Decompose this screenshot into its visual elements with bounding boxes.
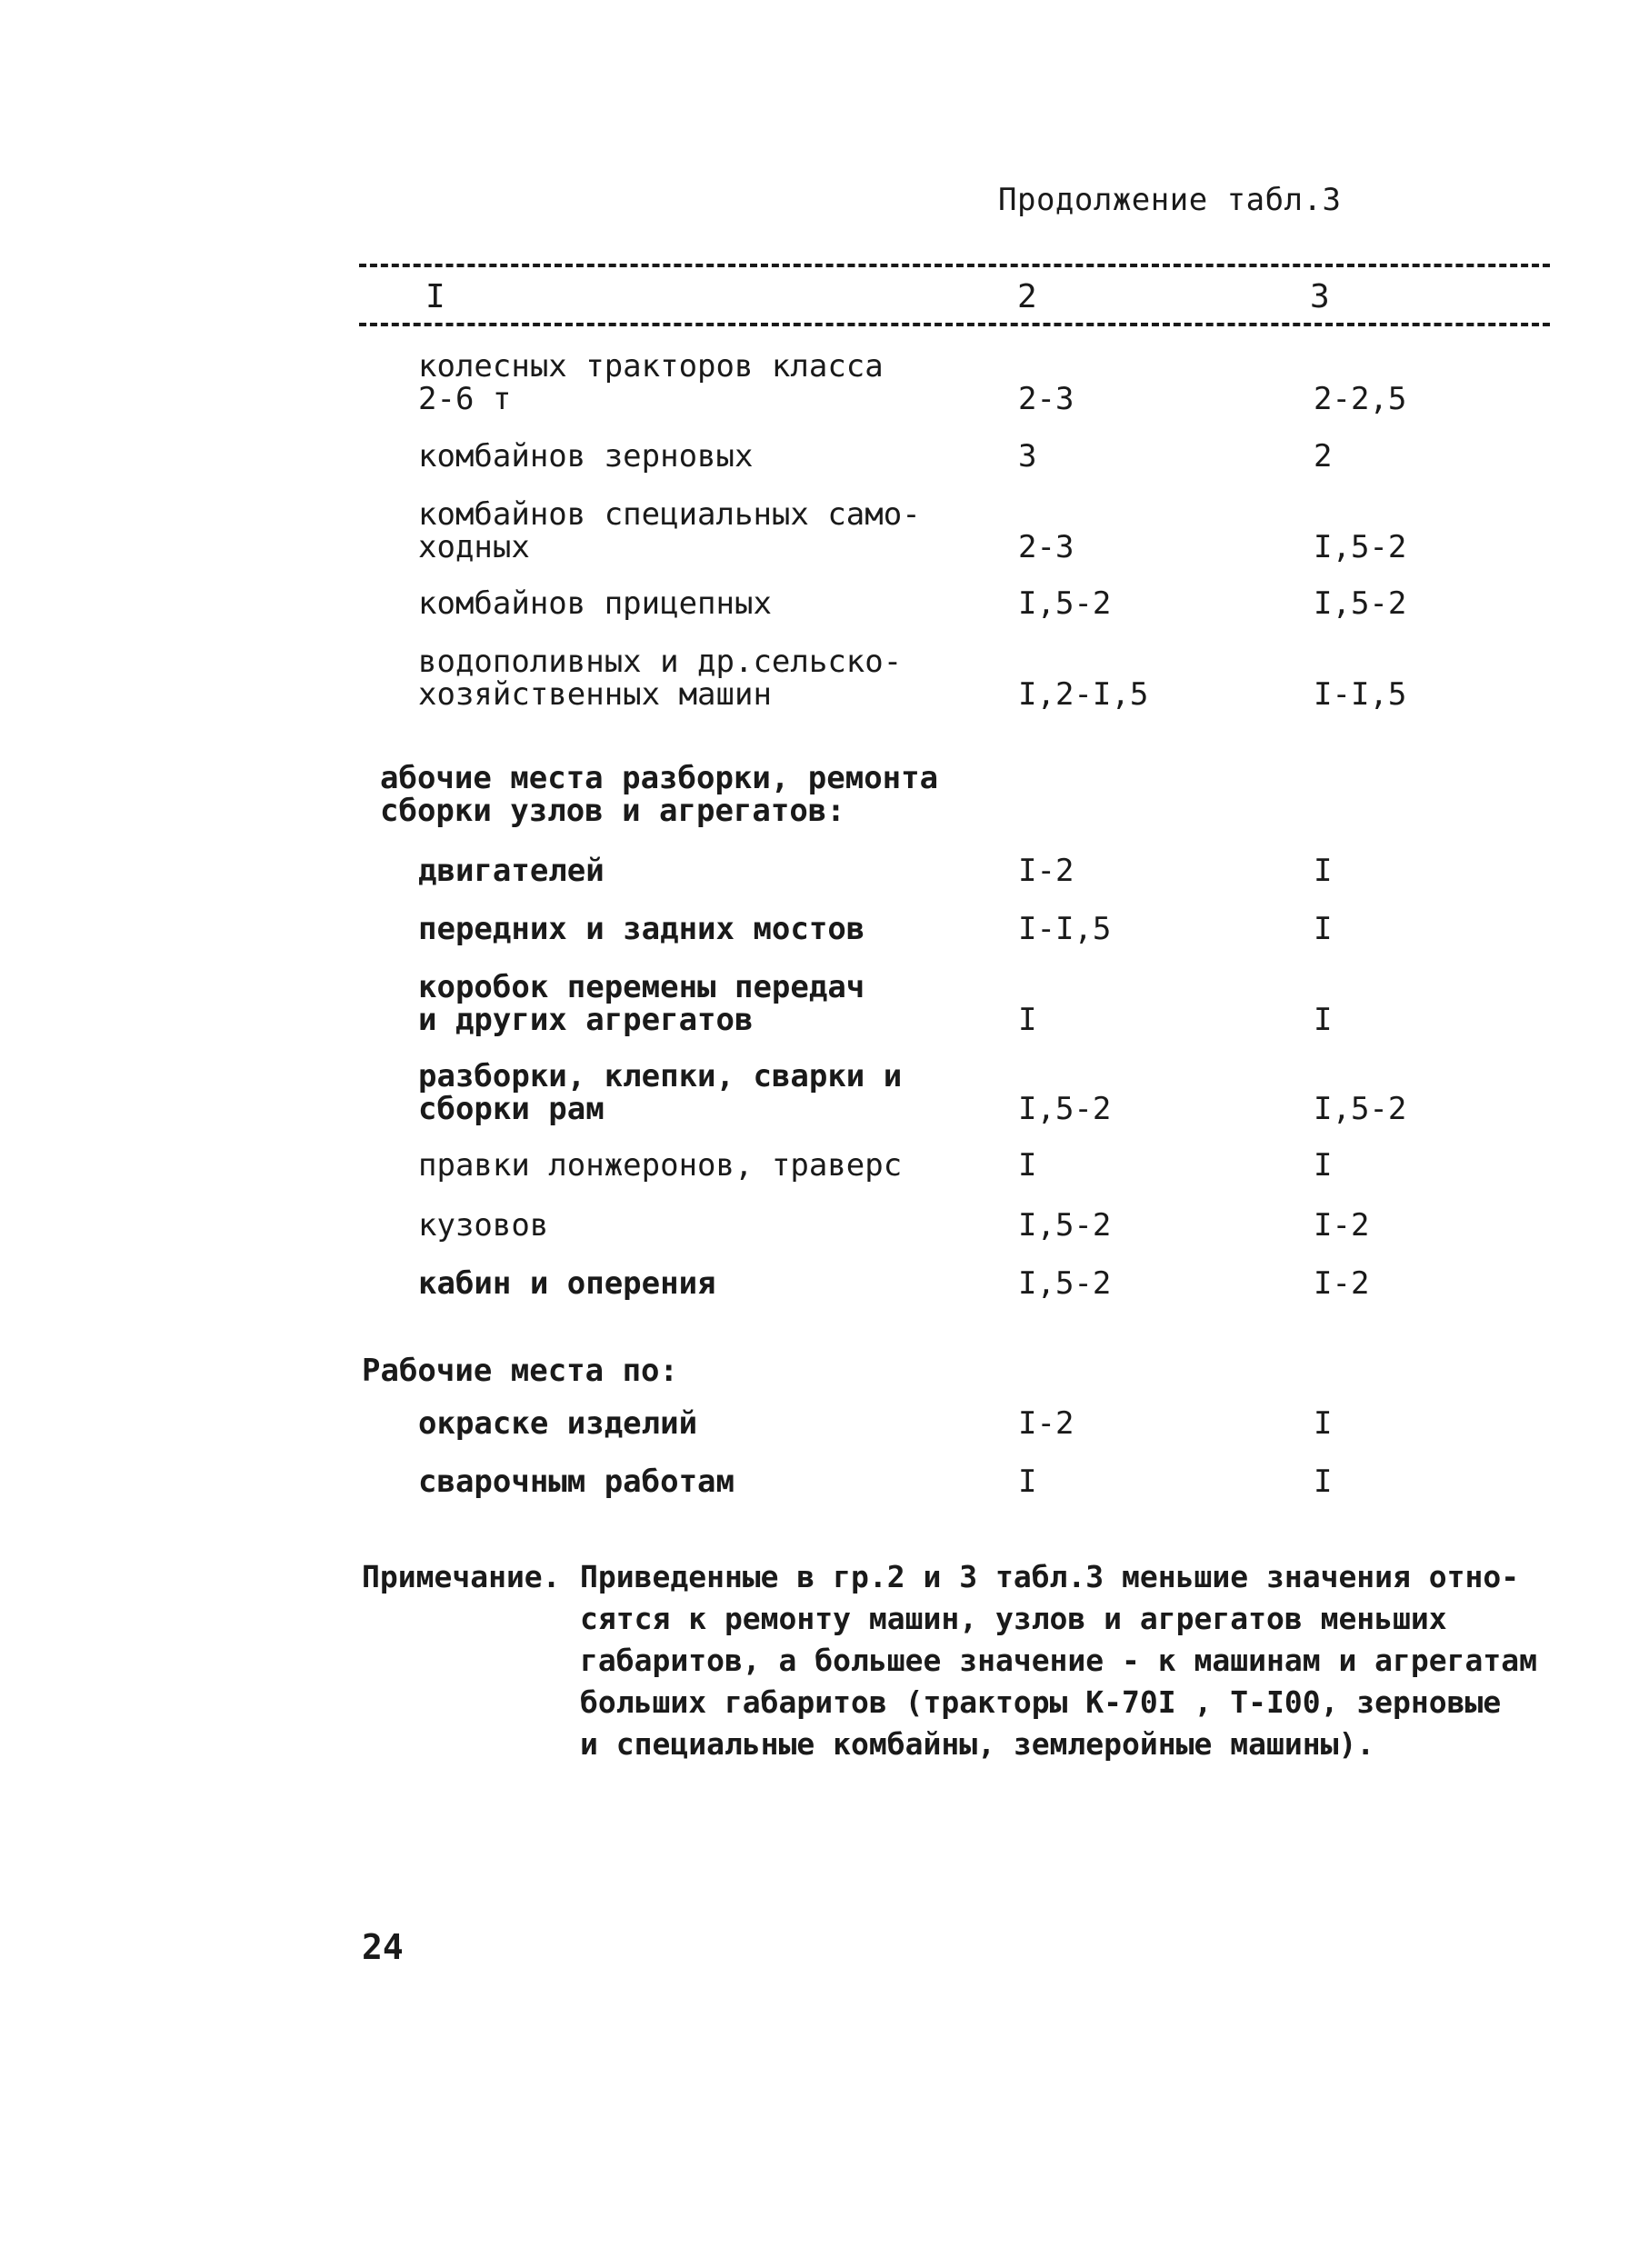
row-value-col3: 2-2,5 (1314, 381, 1407, 417)
row-value-col2: I (1018, 1147, 1037, 1184)
row-value-col3: 2 (1314, 438, 1333, 475)
note-line: габаритов, а большее значение - к машинам и агрегатам (580, 1643, 1537, 1678)
table-header-rule (359, 323, 1550, 326)
table-row (0, 1465, 1629, 1498)
row-label: сварочным работам (418, 1464, 735, 1500)
table-row (0, 587, 1629, 620)
table-row (0, 350, 1629, 415)
column-header-2: 2 (1012, 277, 1043, 317)
row-value-col2: I (1018, 1464, 1037, 1500)
table-row (0, 498, 1629, 564)
row-value-col2: I-I,5 (1018, 911, 1112, 947)
row-value-col2: 2-3 (1018, 529, 1074, 565)
table-row (0, 1060, 1629, 1125)
row-label: кабин и оперения (418, 1265, 716, 1302)
row-value-col3: I (1314, 911, 1333, 947)
row-label: комбайнов зерновых (418, 438, 754, 475)
table-row (0, 440, 1629, 473)
row-value-col3: I (1314, 853, 1333, 889)
row-value-col2: I-2 (1018, 853, 1074, 889)
row-value-col3: I (1314, 1002, 1333, 1038)
row-value-col2: I (1018, 1002, 1037, 1038)
note-line: и специальные комбайны, землеройные машины). (580, 1726, 1375, 1762)
note-label: Примечание. (362, 1559, 561, 1594)
row-label: окраске изделий (418, 1405, 698, 1442)
row-value-col3: I-2 (1314, 1265, 1370, 1302)
row-value-col3: I (1314, 1147, 1333, 1184)
table-row (0, 971, 1629, 1036)
table-row (0, 1267, 1629, 1300)
row-value-col3: I,5-2 (1314, 529, 1407, 565)
row-label: коробок перемены передач и других агрегатов (418, 969, 865, 1038)
table-row (0, 645, 1629, 711)
row-value-col2: I,5-2 (1018, 1207, 1112, 1244)
column-header-3: 3 (1304, 277, 1335, 317)
row-label: разборки, клепки, сварки и сборки рам (418, 1058, 903, 1127)
table-continuation-caption: Продолжение табл.3 (998, 182, 1342, 218)
section-heading-disassembly: абочие места разборки, ремонта сборки узлов и агрегатов: (380, 760, 939, 829)
row-label: двигателей (418, 853, 605, 889)
note-line: Приведенные в гр.2 и 3 табл.3 меньшие значения отно- (580, 1559, 1520, 1594)
table-row (0, 1407, 1629, 1440)
row-value-col3: I-I,5 (1314, 676, 1407, 713)
row-value-col3: I (1314, 1464, 1333, 1500)
row-label: комбайнов прицепных (418, 585, 772, 622)
row-label: комбайнов специальных само- ходных (418, 496, 921, 565)
row-value-col3: I (1314, 1405, 1333, 1442)
column-header-1: I (420, 277, 451, 317)
row-value-col2: 3 (1018, 438, 1037, 475)
row-value-col3: I-2 (1314, 1207, 1370, 1244)
note-line: больших габаритов (тракторы К-70I , Т-I00, зерновые (580, 1684, 1502, 1720)
table-row (0, 1209, 1629, 1242)
row-value-col2: I-2 (1018, 1405, 1074, 1442)
table-top-rule (359, 264, 1550, 267)
note-body (580, 1556, 1571, 1765)
table-row (0, 913, 1629, 945)
row-value-col2: I,5-2 (1018, 1091, 1112, 1127)
row-label: водополивных и др.сельско- хозяйственных машин (418, 644, 903, 713)
page-number: 24 (362, 1927, 404, 1967)
row-label: передних и задних мостов (418, 911, 865, 947)
row-label: правки лонжеронов, траверс (418, 1147, 903, 1184)
row-value-col2: I,2-I,5 (1018, 676, 1149, 713)
table-row (0, 1149, 1629, 1182)
row-label: кузовов (418, 1207, 549, 1244)
section-heading-workplaces: Рабочие места по: (362, 1353, 678, 1389)
row-label: колесных тракторов класса 2-6 т (418, 348, 884, 417)
row-value-col3: I,5-2 (1314, 1091, 1407, 1127)
table-row (0, 854, 1629, 887)
row-value-col3: I,5-2 (1314, 585, 1407, 622)
row-value-col2: I,5-2 (1018, 1265, 1112, 1302)
row-value-col2: I,5-2 (1018, 585, 1112, 622)
note-line: сятся к ремонту машин, узлов и агрегатов меньших (580, 1601, 1447, 1636)
row-value-col2: 2-3 (1018, 381, 1074, 417)
